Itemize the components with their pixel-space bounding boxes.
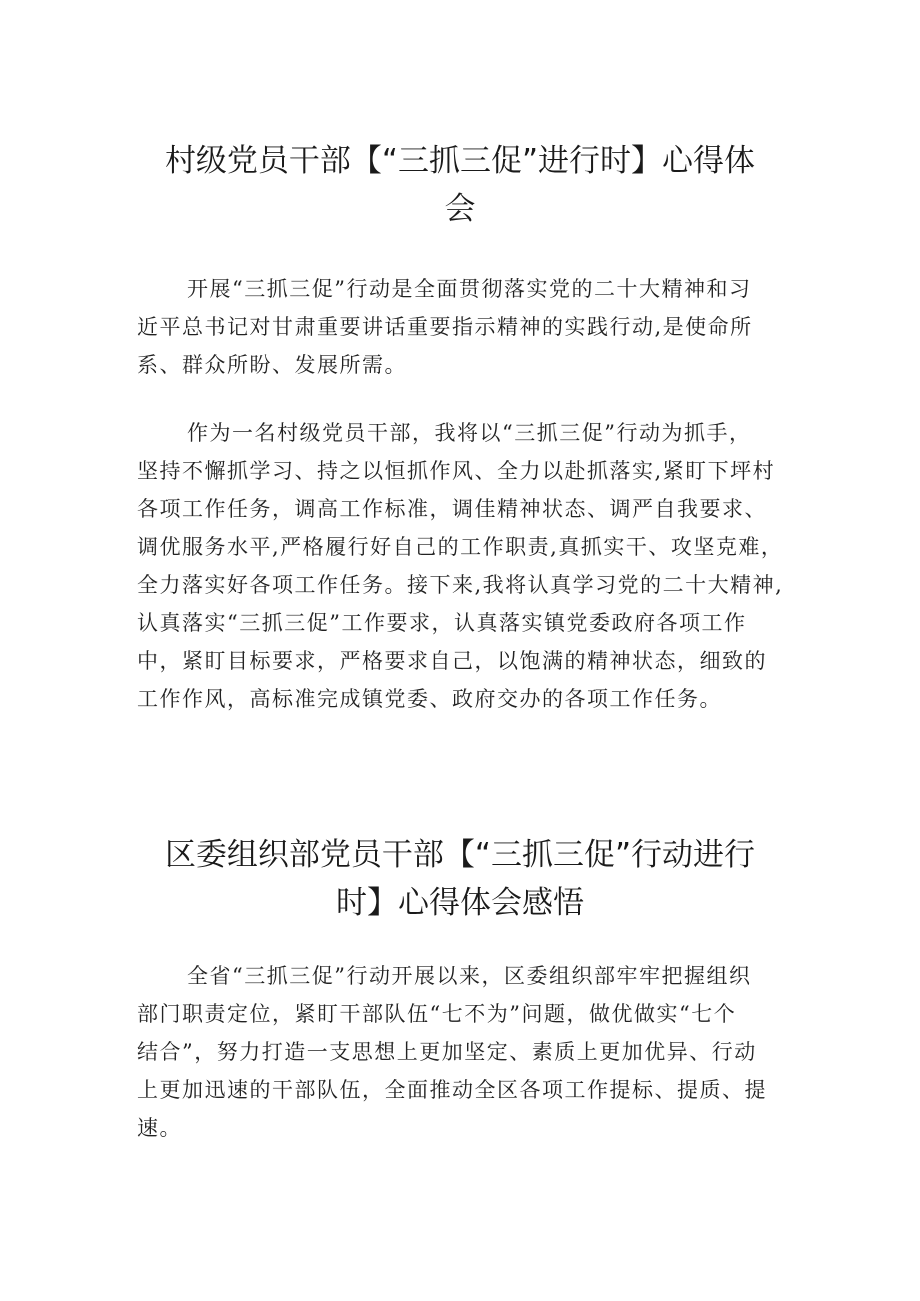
paragraph-line: 结合”，努力打造一支思想上更加坚定、素质上更加优异、行动 [137, 1040, 757, 1064]
section1-title-line: 会 [444, 191, 476, 227]
paragraph-line: 坚持不懈抓学习、持之以恒抓作风、全力以赴抓落实,紧盯下坪村 [137, 459, 776, 483]
section2-title-line: 时】心得体会感悟 [336, 885, 584, 921]
paragraph-line: 工作作风，高标准完成镇党委、政府交办的各项工作任务。 [137, 687, 722, 711]
section2-title-line: 区委组织部党员干部【“三抓三促”行动进行 [164, 837, 756, 873]
paragraph-line: 上更加迅速的干部队伍，全面推动全区各项工作提标、提质、提 [137, 1078, 767, 1102]
paragraph-line: 各项工作任务，调高工作标准，调佳精神状态、调严自我要求、 [137, 497, 767, 521]
section1-title-line: 村级党员干部【“三抓三促”进行时】心得体 [164, 143, 756, 179]
paragraph-line: 部门职责定位，紧盯干部队伍“七不为”问题，做优做实“七个 [137, 1002, 737, 1026]
section1-title [130, 137, 790, 233]
paragraph-line: 全力落实好各项工作任务。接下来,我将认真学习党的二十大精神, [137, 573, 784, 597]
paragraph-line: 系、群众所盼、发展所需。 [137, 353, 407, 377]
paragraph-line: 认真落实“三抓三促”工作要求，认真落实镇党委政府各项工作 [137, 611, 747, 635]
paragraph-line: 作为一名村级党员干部，我将以“三抓三促”行动为抓手， [187, 421, 752, 445]
paragraph-line: 开展“三抓三促”行动是全面贯彻落实党的二十大精神和习 [187, 277, 752, 301]
section2-title [130, 831, 790, 927]
section2-paragraph-1 [137, 957, 787, 1147]
paragraph-line: 调优服务水平,严格履行好自己的工作职责,真抓实干、攻坚克难， [137, 535, 784, 559]
paragraph-line: 中，紧盯目标要求，严格要求自己，以饱满的精神状态，细致的 [137, 649, 767, 673]
paragraph-line: 近平总书记对甘肃重要讲话重要指示精神的实践行动,是使命所 [137, 315, 753, 339]
section1-paragraph-2 [137, 414, 787, 718]
section1-paragraph-1 [137, 270, 787, 384]
paragraph-line: 速。 [137, 1116, 182, 1140]
paragraph-line: 全省“三抓三促”行动开展以来，区委组织部牢牢把握组织 [187, 964, 752, 988]
